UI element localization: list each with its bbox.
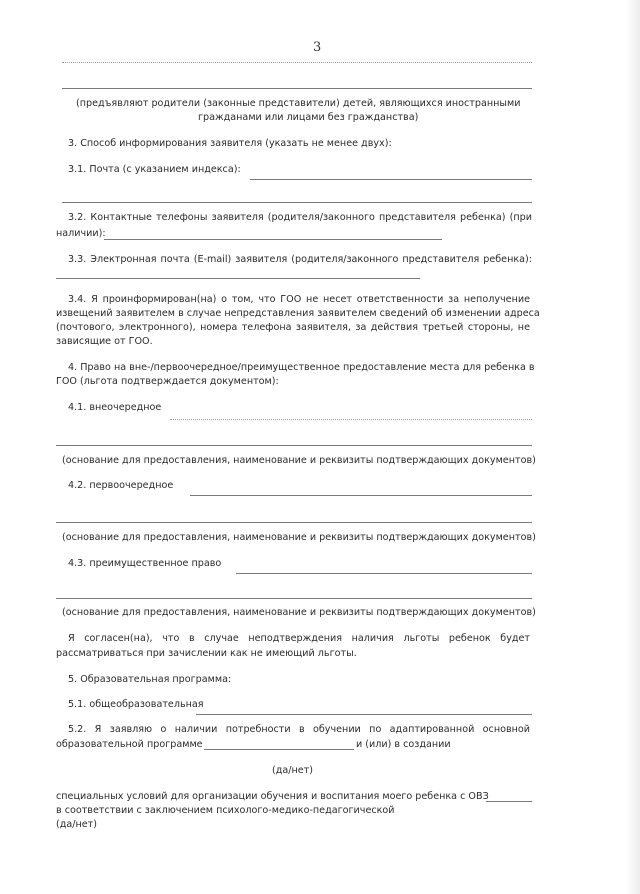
section-5-2-line2a: образовательной программе	[56, 739, 203, 750]
section-5-1-label: 5.1. общеобразовательная	[68, 699, 204, 710]
section-4-2-label: 4.2. первоочередное	[68, 480, 174, 491]
scan-edge-shadow	[626, 0, 640, 894]
section-3-4-line3: (почтового, электронного), номера телефона заявителя, за действия третьей стороны, не	[56, 322, 530, 333]
section-5-title: 5. Образовательная программа:	[68, 674, 232, 685]
yes-no-hint-bottom: (да/нет)	[56, 819, 97, 830]
fill-line-4-1-b	[56, 445, 532, 446]
section-4-line1: 4. Право на вне-/первоочередное/преимущественное предоставление места для ребенка в	[68, 362, 535, 373]
postal-address-line	[250, 179, 532, 180]
section-3-title: 3. Способ информирования заявителя (указать не менее двух):	[68, 138, 392, 149]
section-3-4-line4: зависящие от ГОО.	[56, 336, 153, 347]
postal-address-line-2	[62, 202, 532, 203]
adapted-program-line	[204, 749, 354, 750]
special-conditions-line2: в соответствии с заключением психолого-медико-педагогической	[56, 805, 395, 816]
section-3-4-line2: извещений заявителем в случае непредставления заявителем сведений об изменении адреса	[56, 308, 540, 319]
fill-line	[62, 88, 532, 89]
fill-line-4-2-b	[56, 522, 532, 523]
fill-line	[62, 62, 532, 63]
basis-note-2: (основание для предоставления, наименование и реквизиты подтверждающих документов)	[62, 532, 536, 543]
fill-line-4-1	[170, 419, 532, 420]
fill-line-4-2	[190, 495, 532, 496]
phone-line	[104, 239, 442, 240]
basis-note-3: (основание для предоставления, наименование и реквизиты подтверждающих документов)	[62, 607, 536, 618]
section-4-line2: ГОО (льгота подтверждается документом):	[56, 376, 279, 387]
section-5-2-line1: 5.2. Я заявляю о наличии потребности в обучении по адаптированной основной	[68, 724, 530, 735]
section-3-2-line2: наличии):	[56, 228, 106, 239]
fill-line-5-1	[196, 714, 532, 715]
fill-line-4-3	[236, 573, 532, 574]
special-conditions-line1: специальных условий для организации обучения и воспитания моего ребенка с ОВЗ	[56, 791, 489, 802]
foreign-note-line1: (предъявляют родители (законные представители) детей, являющихся иностранными	[76, 98, 521, 109]
section-3-3-label: 3.3. Электронная почта (E-mail) заявителя (родителя/законного представителя ребенка):	[68, 254, 532, 265]
yes-no-hint-center: (да/нет)	[272, 765, 313, 776]
page-number: 3	[313, 40, 322, 55]
basis-note-1: (основание для предоставления, наименование и реквизиты подтверждающих документов)	[62, 455, 536, 466]
section-4-3-label: 4.3. преимущественное право	[68, 558, 222, 569]
fill-line-4-3-b	[56, 598, 532, 599]
section-3-1-label: 3.1. Почта (с указанием индекса):	[68, 164, 241, 175]
special-conditions-fill	[486, 801, 532, 802]
section-3-2-line1: 3.2. Контактные телефоны заявителя (родителя/законного представителя ребенка) (при	[68, 212, 532, 223]
section-4-1-label: 4.1. внеочередное	[68, 402, 162, 413]
consent-line2: рассматриваться при зачислении как не имеющий льготы.	[56, 648, 357, 659]
foreign-note-line2: гражданами или лицами без гражданства)	[198, 112, 419, 123]
section-5-2-line2b: и (или) в создании	[356, 739, 451, 750]
section-3-4-line1: 3.4. Я проинформирован(на) о том, что ГОО не несет ответственности за неполучение	[68, 294, 530, 305]
consent-line1: Я согласен(на), что в случае неподтверждения наличия льготы ребенок будет	[68, 633, 530, 644]
email-line	[56, 278, 420, 279]
